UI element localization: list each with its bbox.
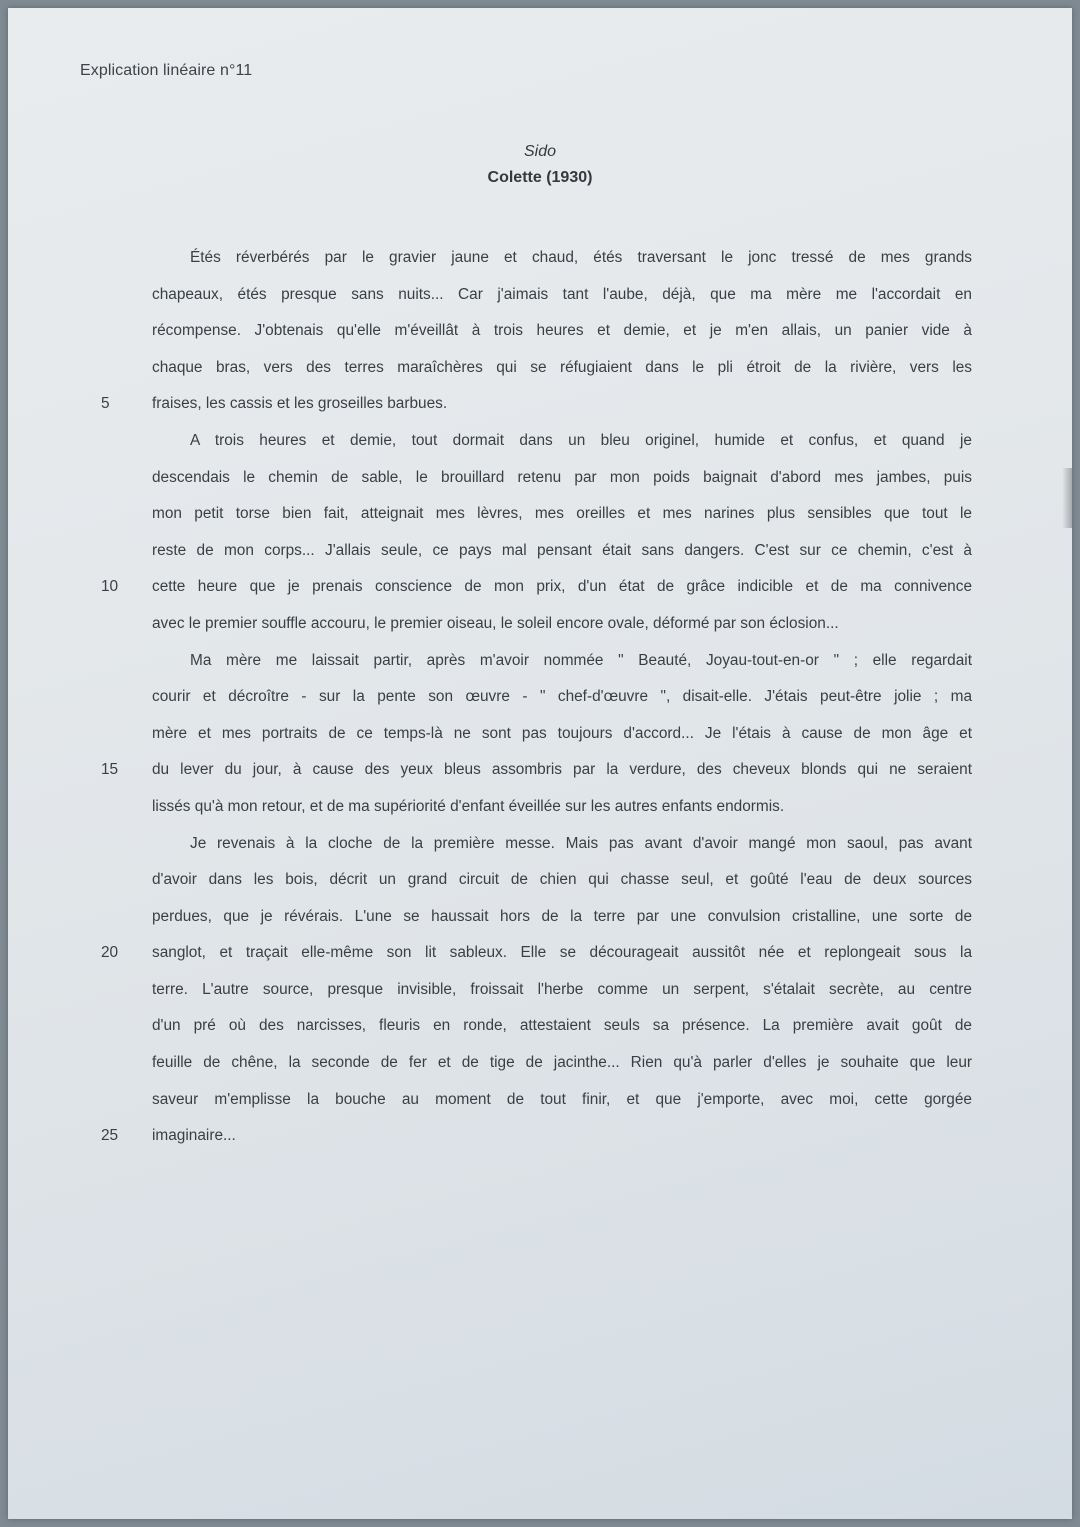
text-line: [8, 569, 1072, 606]
text-line: [8, 277, 1072, 314]
text-line: [8, 1008, 1072, 1045]
text-line: [8, 313, 1072, 350]
line-text: lissés qu'à mon retour, et de ma supériorité d'enfant éveillée sur les autres enfants endormis.: [152, 797, 785, 815]
text-line: [8, 862, 1072, 899]
line-text: mère et mes portraits de ce temps-là ne sont pas toujours d'accord... Je l'étais à cause de mon âge et: [152, 724, 972, 742]
text-line: [8, 716, 1072, 753]
author-line: Colette (1930): [487, 169, 593, 186]
line-text: Ma mère me laissait partir, après m'avoir nommée " Beauté, Joyau-tout-en-or " ; elle regardait: [190, 651, 972, 669]
text-line: [8, 350, 1072, 387]
line-number: 15: [101, 761, 119, 779]
line-text: descendais le chemin de sable, le brouillard retenu par mon poids baignait d'abord mes jambes, puis: [152, 468, 972, 486]
text-line: [8, 460, 1072, 497]
text-line: [8, 423, 1072, 460]
line-text: terre. L'autre source, presque invisible, froissait l'herbe comme un serpent, s'étalait secrète, au centre: [152, 980, 972, 998]
line-text: d'un pré où des narcisses, fleuris en ronde, attestaient seuls sa présence. La première avait goût de: [152, 1017, 972, 1035]
line-text: courir et décroître - sur la pente son œuvre - " chef-d'œuvre ", disait-elle. J'étais peut-être jolie ; ma: [152, 688, 972, 706]
text-line: [8, 789, 1072, 826]
line-text: Étés réverbérés par le gravier jaune et chaud, étés traversant le jonc tressé de mes grands: [190, 249, 972, 266]
line-text: feuille de chêne, la seconde de fer et de tige de jacinthe... Rien qu'à parler d'elles je souhaite que leur: [152, 1054, 972, 1072]
title-block: [8, 141, 1072, 193]
line-text: cette heure que je prenais conscience de mon prix, d'un état de grâce indicible et de ma connivence: [152, 578, 972, 596]
line-text: chapeaux, étés presque sans nuits... Car j'aimais tant l'aube, déjà, que ma mère me l'accordait en: [152, 285, 972, 303]
line-text: d'avoir dans les bois, décrit un grand circuit de chien qui chasse seul, et goûté l'eau de deux sources: [152, 871, 972, 889]
line-text: fraises, les cassis et les groseilles barbues.: [152, 395, 448, 413]
work-title: Sido: [523, 143, 557, 160]
line-text: sanglot, et traçait elle-même son lit sableux. Elle se décourageait aussitôt née et replongeait sous la: [152, 944, 972, 962]
line-number: 20: [101, 944, 119, 962]
line-text: perdues, que je révérais. L'une se haussait hors de la terre par une convulsion cristalline, une sorte de: [152, 907, 972, 925]
line-text: saveur m'emplisse la bouche au moment de tout finir, et que j'emporte, avec moi, cette gorgée: [152, 1090, 972, 1108]
document-header-label: Explication linéaire n°11: [80, 62, 253, 79]
line-text: chaque bras, vers des terres maraîchères qui se réfugiaient dans le pli étroit de la rivière, vers les: [152, 358, 972, 376]
line-text: récompense. J'obtenais qu'elle m'éveillât à trois heures et demie, et je m'en allais, un panier vide à: [152, 322, 972, 340]
line-text: du lever du jour, à cause des yeux bleus assombris par la verdure, des cheveux blonds qui ne seraient: [152, 761, 972, 779]
text-line: [8, 935, 1072, 972]
text-line: [8, 386, 1072, 423]
text-line: [8, 679, 1072, 716]
text-line: [8, 643, 1072, 680]
line-text: mon petit torse bien fait, atteignait mes lèvres, mes oreilles et mes narines plus sensibles que tout le: [152, 505, 972, 523]
text-line: [8, 826, 1072, 863]
line-text: Je revenais à la cloche de la première messe. Mais pas avant d'avoir mangé mon saoul, pas avant: [190, 834, 972, 852]
line-text: avec le premier souffle accouru, le premier oiseau, le soleil encore ovale, déformé par son éclosion...: [152, 614, 839, 632]
text-line: [8, 496, 1072, 533]
page-edge-shadow: [1062, 468, 1072, 528]
line-number: 5: [101, 395, 110, 413]
text-line: [8, 240, 1072, 277]
text-line: [8, 533, 1072, 570]
text-line: [8, 752, 1072, 789]
text-line: [8, 1082, 1072, 1119]
line-text: imaginaire...: [152, 1127, 236, 1145]
line-text: A trois heures et demie, tout dormait dans un bleu originel, humide et confus, et quand je: [190, 431, 972, 449]
text-line: [8, 1118, 1072, 1155]
text-line: [8, 606, 1072, 643]
text-line: [8, 1045, 1072, 1082]
text-line: [8, 899, 1072, 936]
document-page: [8, 8, 1072, 1519]
line-number: 25: [101, 1127, 119, 1145]
text-line: [8, 972, 1072, 1009]
text-body: [8, 240, 1072, 1155]
line-number: 10: [101, 578, 119, 596]
line-text: reste de mon corps... J'allais seule, ce pays mal pensant était sans dangers. C'est sur ce chemin, c'est à: [152, 541, 972, 559]
